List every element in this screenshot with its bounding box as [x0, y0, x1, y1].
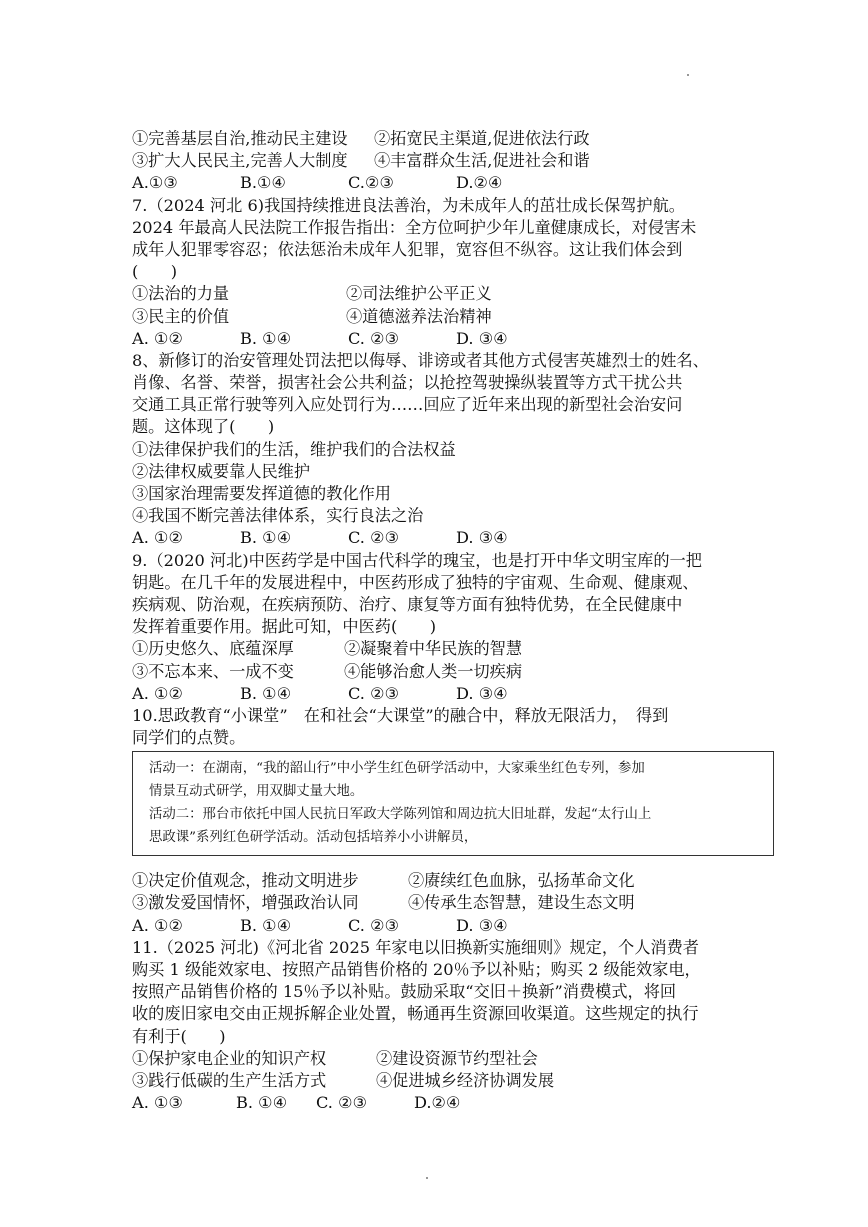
q7-stem-line-4: ( )	[132, 262, 178, 282]
q6-option-4: ④丰富群众生活,促进社会和谐	[374, 151, 590, 171]
q7-choices	[132, 328, 772, 350]
q9-choice-c: C. ②③	[348, 683, 400, 703]
q8-stem-line-4: 题。这体现了( )	[132, 417, 275, 437]
q6-choice-a: A.①③	[132, 173, 178, 193]
q11-stem-line-4: 收的废旧家电交由正规拆解企业处置，畅通再生资源回收渠道。这些规定的执行	[132, 1004, 699, 1024]
q11-stem-line-1: 11.（2025 河北)《河北省 2025 年家电以旧换新实施细则》规定，个人消费者	[132, 937, 699, 957]
q10-choices	[132, 915, 772, 937]
q6-choice-c: C.②③	[348, 173, 394, 193]
q8-option-1: ①法律保护我们的生活，维护我们的合法权益	[132, 439, 456, 459]
question-content	[132, 128, 772, 1114]
q10-choice-b: B. ①④	[240, 915, 292, 935]
q8-option-4: ④我国不断完善法律体系，实行良法之治	[132, 506, 424, 526]
q9-choice-d: D. ③④	[456, 683, 508, 703]
q9-stem-line-3: 疾病观、防治观，在疾病预防、治疗、康复等方面有独特优势，在全民健康中	[132, 594, 683, 614]
q8-choice-a: A. ①②	[132, 528, 184, 548]
q10-choice-d: D. ③④	[456, 915, 508, 935]
q10-stem-line-2: 同学们的点赞。	[132, 728, 246, 748]
q10-option-2: ②赓续红色血脉，弘扬革命文化	[408, 871, 635, 891]
q7-choice-b: B. ①④	[240, 328, 292, 348]
q11-choice-b: B. ①④	[236, 1093, 288, 1113]
q7-choice-c: C. ②③	[348, 328, 400, 348]
q7-option-4: ④道德滋养法治精神	[346, 306, 492, 326]
q9-stem-line-2: 钥匙。在几千年的发展进程中，中医药形成了独特的宇宙观、生命观、健康观、	[132, 572, 699, 592]
q7-options-row-2	[132, 306, 772, 328]
q10-options-row-2	[132, 892, 772, 914]
q6-choice-d: D.②④	[456, 173, 503, 193]
q11-option-4: ④促进城乡经济协调发展	[376, 1070, 555, 1090]
q10-options-row-1	[132, 870, 772, 892]
scan-speck	[426, 1177, 428, 1179]
q9-stem-line-4: 发挥着重要作用。据此可知，中医药( )	[132, 617, 437, 637]
q10-option-1: ①决定价值观念，推动文明进步	[132, 871, 359, 891]
q11-options-row-2	[132, 1070, 772, 1092]
q11-stem-line-5: 有利于( )	[132, 1026, 226, 1046]
q10-option-3: ③激发爱国情怀，增强政治认同	[132, 893, 359, 913]
q9-choice-b: B. ①④	[240, 683, 292, 703]
q8-choice-d: D. ③④	[456, 528, 508, 548]
q11-option-2: ②建设资源节约型社会	[376, 1048, 538, 1068]
q8-stem-line-2: 肖像、名誉、荣誉，损害社会公共利益；以抢控驾驶操纵装置等方式干扰公共	[132, 373, 683, 393]
q9-stem-line-1: 9.（2020 河北)中医药学是中国古代科学的瑰宝，也是打开中华文明宝库的一把	[132, 550, 702, 570]
q9-options-row-2	[132, 661, 772, 683]
q8-stem-line-3: 交通工具正常行驶等列入应处罚行为……回应了近年来出现的新型社会治安问	[132, 395, 683, 415]
q6-choice-b: B.①④	[240, 173, 287, 193]
q8-stem-line-1: 8、新修订的治安管理处罚法把以侮辱、诽谤或者其他方式侵害英雄烈士的姓名、	[132, 350, 709, 370]
q7-options-row-1	[132, 283, 772, 305]
q7-stem-line-1: 7.（2024 河北 6)我国持续推进良法善治，为未成年人的茁壮成长保驾护航。	[132, 195, 685, 215]
q11-choice-d: D.②④	[414, 1093, 461, 1113]
q11-choices	[132, 1092, 772, 1114]
q10-choice-c: C. ②③	[348, 915, 400, 935]
q7-option-3: ③民主的价值	[132, 306, 230, 326]
q6-option-2: ②拓宽民主渠道,促进依法行政	[374, 129, 590, 148]
q8-choice-b: B. ①④	[240, 528, 292, 548]
q11-option-3: ③践行低碳的生产生活方式	[132, 1070, 327, 1090]
q7-choice-d: D. ③④	[456, 328, 508, 348]
q9-choice-a: A. ①②	[132, 683, 184, 703]
q8-choice-c: C. ②③	[348, 528, 400, 548]
q9-option-3: ③不忘本来、一成不变	[132, 661, 294, 681]
q6-choices	[132, 172, 772, 194]
q8-option-3: ③国家治理需要发挥道德的教化作用	[132, 484, 391, 503]
q10-box-line-3: 活动二：邢台市依托中国人民抗日军政大学陈列馆和周边抗大旧址群，发起“太行山上	[149, 807, 652, 823]
q6-options-row-1	[132, 128, 772, 150]
q7-option-1: ①法治的力量	[132, 284, 230, 304]
q10-stem-line-1: 10.思政教育“小课堂” 在和社会“大课堂”的融合中，释放无限活力， 得到	[132, 705, 669, 725]
q7-option-2: ②司法维护公平正义	[346, 284, 492, 304]
q6-option-3: ③扩大人民民主,完善人大制度	[132, 151, 348, 171]
q11-option-1: ①保护家电企业的知识产权	[132, 1048, 327, 1068]
q10-option-4: ④传承生态智慧，建设生态文明	[408, 893, 635, 913]
q11-stem-line-2: 购买 1 级能效家电、按照产品销售价格的 20％予以补贴；购买 2 级能效家电，	[132, 960, 701, 979]
q9-options-row-1	[132, 638, 772, 660]
q7-choice-a: A. ①②	[132, 328, 184, 348]
q10-material-box	[132, 751, 774, 856]
q8-choices	[132, 527, 772, 549]
q11-options-row-1	[132, 1048, 772, 1070]
q9-option-2: ②凝聚着中华民族的智慧	[344, 639, 523, 659]
q7-stem-line-3: 成年人犯罪零容忍；依法惩治未成年人犯罪，宽容但不纵容。这让我们体会到	[132, 239, 683, 259]
q10-box-line-4: 思政课”系列红色研学活动。活动包括培养小小讲解员，	[149, 830, 478, 846]
q8-option-2: ②法律权威要靠人民维护	[132, 461, 311, 481]
q7-stem-line-2: 2024 年最高人民法院工作报告指出：全方位呵护少年儿童健康成长，对侵害未	[132, 217, 697, 237]
q9-choices	[132, 683, 772, 705]
q11-stem-line-3: 按照产品销售价格的 15％予以补贴。鼓励采取“交旧＋换新”消费模式，将回	[132, 982, 677, 1002]
q9-option-1: ①历史悠久、底蕴深厚	[132, 639, 294, 659]
q11-choice-a: A. ①③	[132, 1093, 184, 1113]
q10-box-line-2: 情景互动式研学，用双脚丈量大地。	[149, 784, 364, 800]
q6-option-1: ①完善基层自治,推动民主建设	[132, 129, 348, 148]
scan-speck	[687, 74, 689, 76]
q9-option-4: ④能够治愈人类一切疾病	[344, 661, 523, 681]
q10-choice-a: A. ①②	[132, 915, 184, 935]
q11-choice-c: C. ②③	[316, 1093, 368, 1113]
q6-options-row-2	[132, 150, 772, 172]
q10-box-line-1: 活动一：在湖南，“我的韶山行”中小学生红色研学活动中，大家乘坐红色专列，参加	[149, 761, 645, 777]
